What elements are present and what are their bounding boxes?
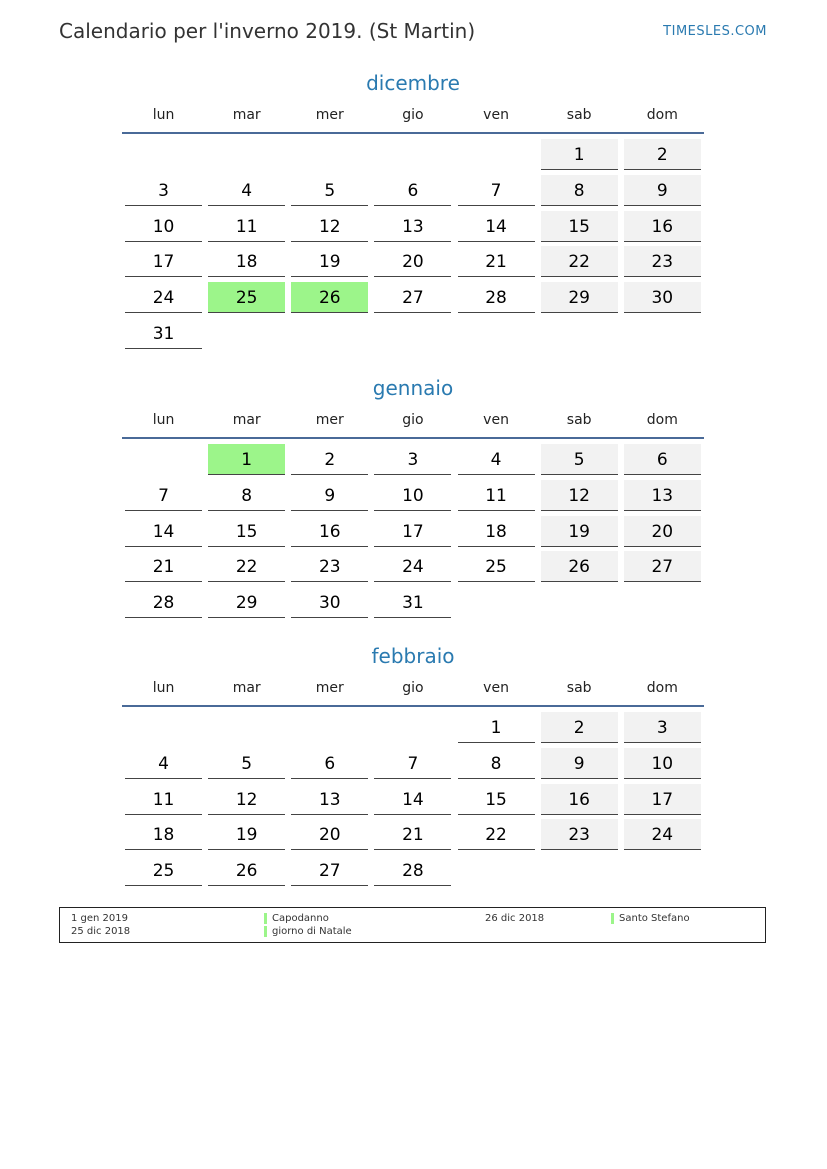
day-number: 8 [541, 175, 618, 206]
day-cell [621, 516, 704, 552]
week-row [122, 444, 704, 480]
day-cell [288, 587, 371, 623]
day-cell [538, 139, 621, 175]
day-number: 24 [374, 551, 451, 582]
day-cell [621, 784, 704, 820]
weekday-label: ven [483, 680, 509, 696]
day-cell [455, 712, 538, 748]
day-number: 23 [624, 246, 701, 277]
day-cell [538, 444, 621, 480]
day-cell [122, 784, 205, 820]
week-row [122, 855, 704, 891]
day-number: 19 [541, 516, 618, 547]
day-number: 20 [624, 516, 701, 547]
day-cell [122, 444, 205, 480]
week-row [122, 282, 704, 318]
week-row [122, 211, 704, 247]
day-cell [455, 551, 538, 587]
day-cell [205, 551, 288, 587]
day-number: 26 [208, 855, 285, 886]
day-cell [371, 211, 454, 247]
day-cell [205, 211, 288, 247]
week-row [122, 551, 704, 587]
day-number: 6 [374, 175, 451, 206]
weekday-label: dom [646, 412, 678, 428]
day-number: 8 [208, 480, 285, 511]
day-number: 5 [208, 748, 285, 779]
header-rule [122, 132, 704, 134]
day-cell [205, 318, 288, 354]
day-cell [122, 819, 205, 855]
day-number: 9 [291, 480, 368, 511]
day-number: 14 [374, 784, 451, 815]
day-number: 30 [624, 282, 701, 313]
legend-holiday-name: Capodanno [264, 913, 329, 925]
page-title: Calendario per l'inverno 2019. (St Martin) [59, 19, 476, 43]
day-cell [538, 318, 621, 354]
day-cell [288, 318, 371, 354]
day-cell [288, 516, 371, 552]
weekday-label: mer [315, 412, 344, 428]
day-number: 9 [541, 748, 618, 779]
day-cell [621, 211, 704, 247]
day-number: 10 [125, 211, 202, 242]
day-number: 23 [291, 551, 368, 582]
day-cell [455, 819, 538, 855]
weekday-label: ven [483, 412, 509, 428]
legend-date: 1 gen 2019 [71, 913, 129, 924]
day-cell [122, 282, 205, 318]
day-number: 21 [374, 819, 451, 850]
day-cell [371, 318, 454, 354]
day-number: 25 [458, 551, 535, 582]
day-cell [538, 784, 621, 820]
day-cell [205, 480, 288, 516]
day-number: 28 [374, 855, 451, 886]
day-number: 5 [541, 444, 618, 475]
day-number: 20 [374, 246, 451, 277]
day-cell [122, 855, 205, 891]
day-number: 15 [458, 784, 535, 815]
week-row [122, 175, 704, 211]
week-row [122, 784, 704, 820]
day-cell [621, 318, 704, 354]
day-cell [455, 784, 538, 820]
day-cell [288, 282, 371, 318]
day-number: 12 [208, 784, 285, 815]
weekday-label: mar [232, 412, 261, 428]
day-cell [205, 139, 288, 175]
day-number: 11 [208, 211, 285, 242]
month-name: dicembre [366, 71, 460, 95]
weekday-label: mar [232, 680, 261, 696]
day-cell [205, 855, 288, 891]
day-cell [205, 784, 288, 820]
day-cell [205, 246, 288, 282]
day-cell [455, 318, 538, 354]
day-number: 16 [541, 784, 618, 815]
day-number: 17 [624, 784, 701, 815]
day-number: 13 [374, 211, 451, 242]
day-cell [205, 819, 288, 855]
day-number: 20 [291, 819, 368, 850]
weekday-header [122, 403, 704, 437]
day-number: 3 [125, 175, 202, 206]
day-number: 10 [624, 748, 701, 779]
day-number: 22 [541, 246, 618, 277]
weekday-header [122, 98, 704, 132]
day-cell [538, 246, 621, 282]
legend-date: 26 dic 2018 [485, 913, 545, 924]
day-cell [371, 784, 454, 820]
day-cell [538, 551, 621, 587]
day-number: 22 [208, 551, 285, 582]
day-cell [538, 211, 621, 247]
weekday-label: lun [152, 107, 175, 123]
day-cell [538, 855, 621, 891]
day-cell [371, 480, 454, 516]
site-link[interactable]: TIMESLES.COM [663, 24, 767, 39]
day-cell [621, 480, 704, 516]
weekday-label: ven [483, 107, 509, 123]
day-cell [455, 211, 538, 247]
day-cell [621, 551, 704, 587]
day-number: 28 [458, 282, 535, 313]
day-cell [122, 246, 205, 282]
day-cell [205, 282, 288, 318]
day-cell [205, 175, 288, 211]
day-cell [455, 748, 538, 784]
holiday-day: 25 [208, 282, 285, 313]
day-cell [205, 516, 288, 552]
day-cell [455, 139, 538, 175]
day-cell [621, 712, 704, 748]
day-number: 11 [125, 784, 202, 815]
day-number: 24 [624, 819, 701, 850]
day-number: 21 [458, 246, 535, 277]
day-cell [538, 587, 621, 623]
day-cell [455, 516, 538, 552]
month-name: febbraio [371, 644, 455, 668]
day-number: 15 [208, 516, 285, 547]
day-number: 3 [624, 712, 701, 743]
day-number: 5 [291, 175, 368, 206]
weekday-label: dom [646, 107, 678, 123]
day-cell [288, 175, 371, 211]
day-number: 13 [291, 784, 368, 815]
day-cell [538, 819, 621, 855]
day-cell [455, 282, 538, 318]
day-cell [122, 587, 205, 623]
weekday-label: sab [566, 680, 592, 696]
day-number: 14 [458, 211, 535, 242]
day-number: 7 [458, 175, 535, 206]
day-cell [371, 551, 454, 587]
day-cell [122, 480, 205, 516]
day-number: 15 [541, 211, 618, 242]
day-cell [288, 551, 371, 587]
legend-date: 25 dic 2018 [71, 926, 131, 937]
day-cell [288, 819, 371, 855]
day-cell [122, 551, 205, 587]
weekday-header [122, 671, 704, 705]
week-row [122, 246, 704, 282]
day-cell [122, 712, 205, 748]
holiday-day: 26 [291, 282, 368, 313]
legend-holiday-name: Santo Stefano [611, 913, 690, 925]
day-cell [371, 444, 454, 480]
day-number: 12 [291, 211, 368, 242]
day-number: 14 [125, 516, 202, 547]
day-number: 9 [624, 175, 701, 206]
day-cell [371, 175, 454, 211]
day-cell [122, 211, 205, 247]
day-cell [288, 748, 371, 784]
day-cell [371, 855, 454, 891]
day-number: 3 [374, 444, 451, 475]
weekday-label: mar [232, 107, 261, 123]
day-cell [621, 587, 704, 623]
day-number: 31 [374, 587, 451, 618]
day-cell [538, 480, 621, 516]
day-cell [538, 175, 621, 211]
day-number: 2 [291, 444, 368, 475]
day-cell [122, 318, 205, 354]
week-row [122, 516, 704, 552]
day-number: 29 [541, 282, 618, 313]
day-number: 17 [125, 246, 202, 277]
day-number: 1 [541, 139, 618, 170]
header-rule [122, 705, 704, 707]
day-number: 28 [125, 587, 202, 618]
day-number: 8 [458, 748, 535, 779]
day-number: 6 [624, 444, 701, 475]
day-cell [122, 748, 205, 784]
day-number: 4 [208, 175, 285, 206]
day-number: 27 [374, 282, 451, 313]
day-number: 2 [541, 712, 618, 743]
day-number: 23 [541, 819, 618, 850]
weekday-label: dom [646, 680, 678, 696]
day-cell [621, 175, 704, 211]
day-cell [288, 480, 371, 516]
holiday-legend [59, 907, 766, 943]
day-number: 18 [458, 516, 535, 547]
day-cell [371, 587, 454, 623]
weekday-label: sab [566, 412, 592, 428]
day-cell [371, 819, 454, 855]
day-cell [205, 587, 288, 623]
weekday-label: gio [402, 107, 424, 123]
month-block [122, 68, 704, 354]
day-number: 27 [624, 551, 701, 582]
day-cell [288, 712, 371, 748]
weekday-label: lun [152, 412, 175, 428]
day-cell [122, 175, 205, 211]
month-block [122, 373, 704, 623]
day-cell [371, 139, 454, 175]
legend-holiday-name: giorno di Natale [264, 926, 352, 938]
day-cell [455, 480, 538, 516]
day-number: 26 [541, 551, 618, 582]
month-block [122, 641, 704, 891]
day-number: 21 [125, 551, 202, 582]
day-cell [455, 175, 538, 211]
header-rule [122, 437, 704, 439]
day-cell [538, 748, 621, 784]
day-cell [122, 139, 205, 175]
day-cell [288, 211, 371, 247]
month-name: gennaio [372, 376, 454, 400]
day-number: 7 [374, 748, 451, 779]
day-number: 25 [125, 855, 202, 886]
day-number: 6 [291, 748, 368, 779]
day-cell [621, 139, 704, 175]
day-cell [455, 855, 538, 891]
day-number: 4 [125, 748, 202, 779]
day-cell [288, 855, 371, 891]
day-cell [288, 246, 371, 282]
day-number: 24 [125, 282, 202, 313]
day-number: 13 [624, 480, 701, 511]
day-number: 16 [624, 211, 701, 242]
day-cell [205, 444, 288, 480]
day-cell [371, 282, 454, 318]
day-cell [538, 712, 621, 748]
day-number: 18 [125, 819, 202, 850]
day-number: 1 [458, 712, 535, 743]
day-cell [371, 246, 454, 282]
day-cell [122, 516, 205, 552]
day-cell [455, 246, 538, 282]
day-number: 7 [125, 480, 202, 511]
weekday-label: gio [402, 680, 424, 696]
week-row [122, 318, 704, 354]
week-row [122, 748, 704, 784]
day-number: 12 [541, 480, 618, 511]
week-row [122, 587, 704, 623]
day-number: 27 [291, 855, 368, 886]
day-cell [371, 516, 454, 552]
day-number: 31 [125, 318, 202, 349]
day-cell [455, 587, 538, 623]
day-number: 16 [291, 516, 368, 547]
weekday-label: gio [402, 412, 424, 428]
day-cell [538, 516, 621, 552]
week-row [122, 819, 704, 855]
week-row [122, 480, 704, 516]
day-cell [621, 748, 704, 784]
day-cell [288, 139, 371, 175]
day-cell [538, 282, 621, 318]
day-number: 4 [458, 444, 535, 475]
weekday-label: mer [315, 107, 344, 123]
day-cell [371, 748, 454, 784]
day-cell [621, 246, 704, 282]
day-number: 22 [458, 819, 535, 850]
week-row [122, 139, 704, 175]
week-row [122, 712, 704, 748]
day-cell [621, 444, 704, 480]
weekday-label: sab [566, 107, 592, 123]
day-cell [621, 855, 704, 891]
day-cell [371, 712, 454, 748]
day-number: 11 [458, 480, 535, 511]
day-cell [205, 712, 288, 748]
day-cell [621, 282, 704, 318]
day-cell [621, 819, 704, 855]
day-number: 10 [374, 480, 451, 511]
day-number: 2 [624, 139, 701, 170]
day-number: 18 [208, 246, 285, 277]
weekday-label: lun [152, 680, 175, 696]
day-number: 29 [208, 587, 285, 618]
day-cell [288, 784, 371, 820]
holiday-day: 1 [208, 444, 285, 475]
day-cell [205, 748, 288, 784]
day-cell [288, 444, 371, 480]
day-cell [455, 444, 538, 480]
day-number: 19 [208, 819, 285, 850]
day-number: 30 [291, 587, 368, 618]
day-number: 19 [291, 246, 368, 277]
day-number: 17 [374, 516, 451, 547]
weekday-label: mer [315, 680, 344, 696]
